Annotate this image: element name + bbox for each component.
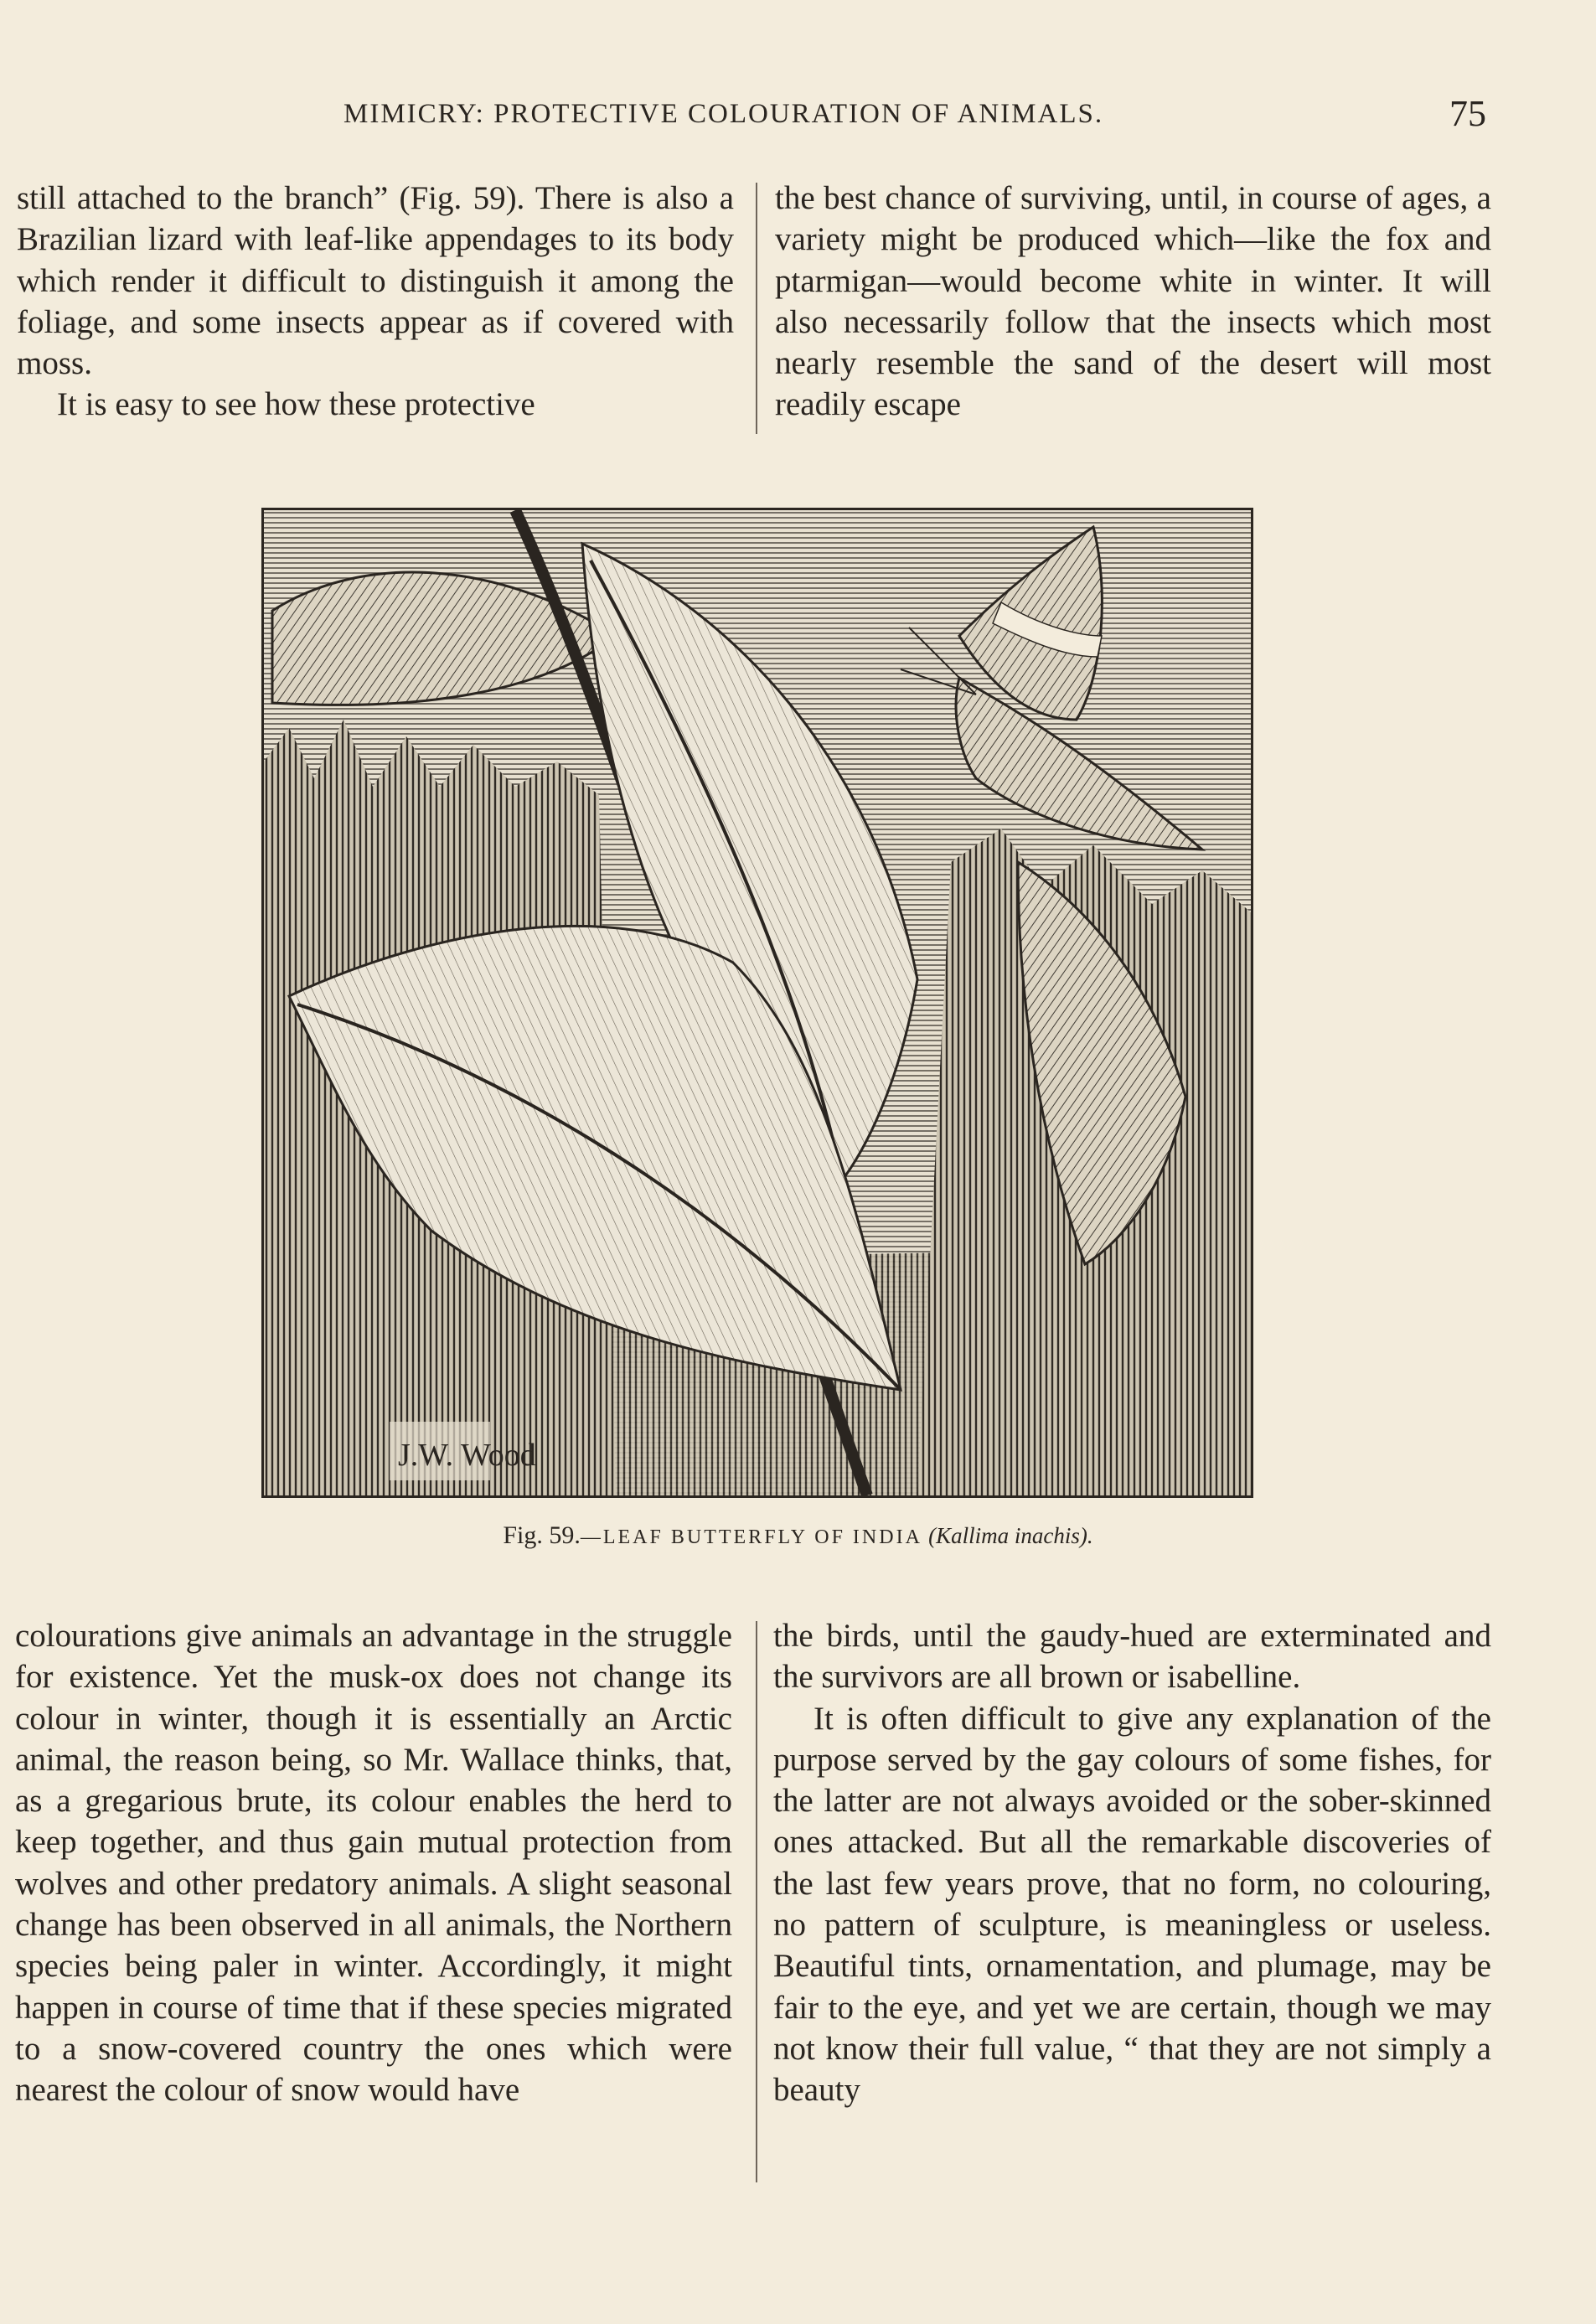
running-head [0,93,1596,149]
leaf-butterfly-engraving-icon [264,510,1251,1495]
page-number: 75 [1449,93,1486,134]
figure-label: Fig. 59. [503,1521,581,1549]
engraver-signature: J.W. Wood [398,1438,536,1473]
top-right-column [775,178,1491,426]
paragraph: the birds, until the gaudy-hued are exterminated and the survivors are all brown or isabelline. [773,1618,1491,1696]
figure-latin-name: (Kallima inachis). [928,1523,1093,1548]
bottom-left-column [15,1615,732,2111]
paragraph: still attached to the branch” (Fig. 59). There is also a Brazilian lizard with leaf-like appendages to its body which render it difficult to distinguish it among the foliage, and some insects appear as if covered with moss. [17,180,734,382]
paragraph: It is often difficult to give any explanation of the purpose served by the gay colours of some fishes, for the latter are not always avoided or the sober-skinned ones attacked. But all the remarkable discoveries of the last few years prove, that no form, no colouring, no pattern of sculpture, is meaningless or useless. Beautiful tints, ornamentation, and plumage, may be fair to the eye, and yet we are certain, though we may not know their full value, “ that they are not simply a beauty [773,1700,1491,2109]
figure-title: —LEAF BUTTERFLY OF INDIA [580,1526,922,1548]
paragraph: colourations give animals an advantage in the struggle for existence. Yet the musk-ox does not change its colour in winter, though it is essentially an Arctic animal, the reason being, so Mr. Wallace thinks, that, as a gregarious brute, its colour enables the herd to keep together, and thus gain mutual protection from wolves and other predatory animals. A slight seasonal change has been observed in all animals, the Northern species being paler in winter. Accordingly, it might happen in course of time that if these species migrated to a snow-covered country the ones which were nearest the colour of snow would have [15,1618,732,2109]
column-divider [756,1621,757,2182]
figure-caption [0,1521,1596,1550]
paragraph: the best chance of surviving, until, in course of ages, a variety might be produced which—like the fox and ptarmigan—would become white in winter. It will also necessarily follow that the insects which most nearly resemble the sand of the desert will most readily escape [775,180,1491,423]
top-left-column [17,178,734,426]
column-divider [756,183,757,434]
running-title: MIMICRY: PROTECTIVE COLOURATION OF ANIMALS. [343,99,1104,129]
bottom-right-column [773,1615,1491,2111]
figure-illustration [261,508,1253,1498]
paragraph: It is easy to see how these protective [57,386,535,423]
